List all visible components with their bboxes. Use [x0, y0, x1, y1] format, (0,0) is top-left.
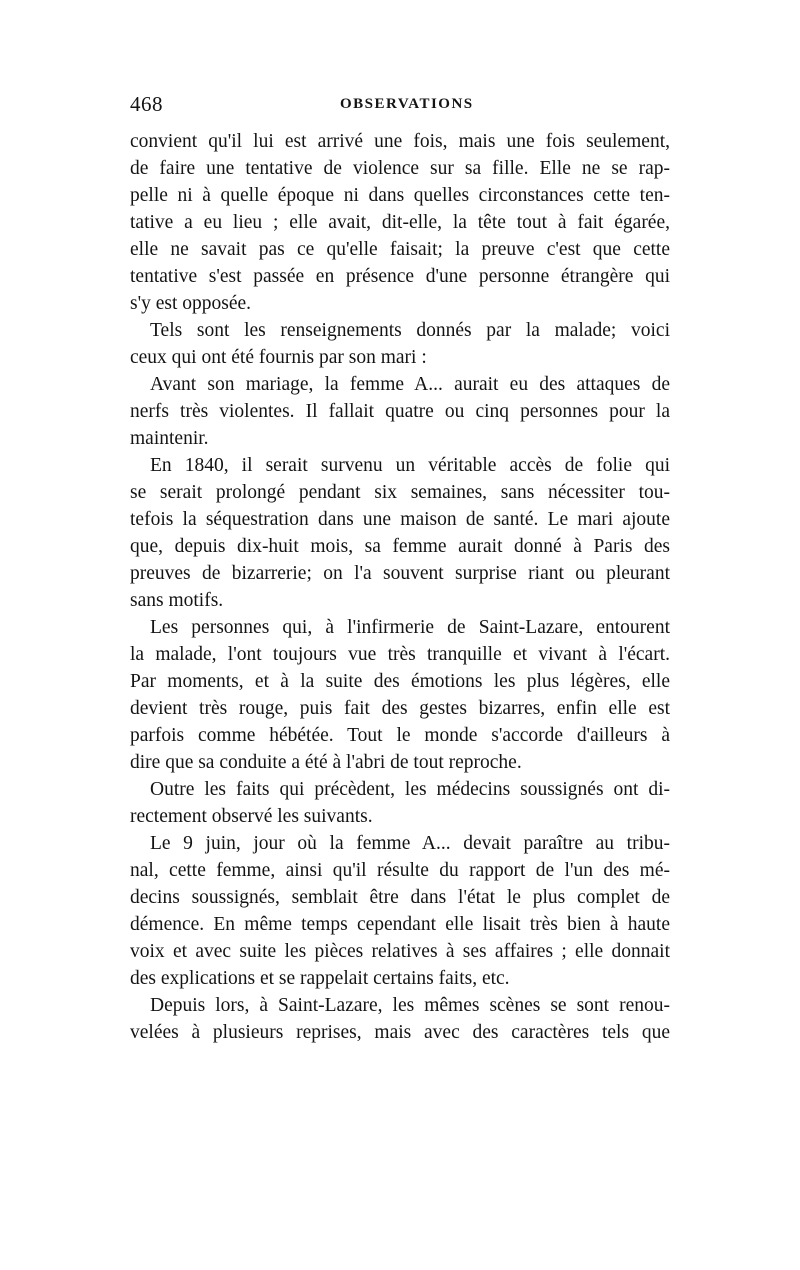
text-line: nal, cette femme, ainsi qu'il résulte du rapport de l'un des mé-	[130, 860, 670, 881]
text-line: elle ne savait pas ce qu'elle faisait; la preuve c'est que cette	[130, 239, 670, 260]
paragraph-first-line: Avant son mariage, la femme A... aurait eu des attaques de	[150, 374, 670, 395]
text-line: decins soussignés, semblait être dans l'état le plus complet de	[130, 887, 670, 908]
text-line: devient très rouge, puis fait des gestes bizarres, enfin elle est	[130, 698, 670, 719]
text-line: parfois comme hébétée. Tout le monde s'accorde d'ailleurs à	[130, 725, 670, 746]
text-line: tefois la séquestration dans une maison de santé. Le mari ajoute	[130, 509, 670, 530]
text-line: Par moments, et à la suite des émotions les plus légères, elle	[130, 671, 670, 692]
text-line: se serait prolongé pendant six semaines, sans nécessiter tou-	[130, 482, 670, 503]
text-line: s'y est opposée.	[130, 293, 252, 314]
text-line: maintenir.	[130, 428, 209, 449]
text-line: des explications et se rappelait certains faits, etc.	[130, 968, 510, 989]
text-line: de faire une tentative de violence sur sa fille. Elle ne se rap-	[130, 158, 670, 179]
text-line: convient qu'il lui est arrivé une fois, mais une fois seulement,	[130, 131, 670, 152]
text-line: velées à plusieurs reprises, mais avec des caractères tels que	[130, 1022, 670, 1043]
text-line: ceux qui ont été fournis par son mari :	[130, 347, 427, 368]
paragraph-first-line: En 1840, il serait survenu un véritable accès de folie qui	[150, 455, 670, 476]
text-line: preuves de bizarrerie; on l'a souvent surprise riant ou pleurant	[130, 563, 670, 584]
running-head	[130, 92, 670, 120]
text-line: que, depuis dix-huit mois, sa femme aurait donné à Paris des	[130, 536, 670, 557]
text-line: rectement observé les suivants.	[130, 806, 373, 827]
text-line: tative a eu lieu ; elle avait, dit-elle, la tête tout à fait égarée,	[130, 212, 670, 233]
paragraph-first-line: Tels sont les renseignements donnés par la malade; voici	[150, 320, 670, 341]
body-text	[130, 128, 670, 1128]
text-line: pelle ni à quelle époque ni dans quelles circonstances cette ten-	[130, 185, 670, 206]
paragraph-first-line: Le 9 juin, jour où la femme A... devait paraître au tribu-	[150, 833, 670, 854]
text-line: la malade, l'ont toujours vue très tranquille et vivant à l'écart.	[130, 644, 670, 665]
running-title: OBSERVATIONS	[340, 96, 474, 112]
text-line: dire que sa conduite a été à l'abri de tout reproche.	[130, 752, 522, 773]
paragraph-first-line: Outre les faits qui précèdent, les médecins soussignés ont di-	[150, 779, 670, 800]
text-line: tentative s'est passée en présence d'une personne étrangère qui	[130, 266, 670, 287]
text-line: nerfs très violentes. Il fallait quatre ou cinq personnes pour la	[130, 401, 670, 422]
paragraph-first-line: Depuis lors, à Saint-Lazare, les mêmes scènes se sont renou-	[150, 995, 670, 1016]
text-line: voix et avec suite les pièces relatives à ses affaires ; elle donnait	[130, 941, 670, 962]
page-number: 468	[130, 92, 163, 116]
paragraph-first-line: Les personnes qui, à l'infirmerie de Saint-Lazare, entourent	[150, 617, 670, 638]
text-line: sans motifs.	[130, 590, 224, 611]
text-line: démence. En même temps cependant elle lisait très bien à haute	[130, 914, 670, 935]
